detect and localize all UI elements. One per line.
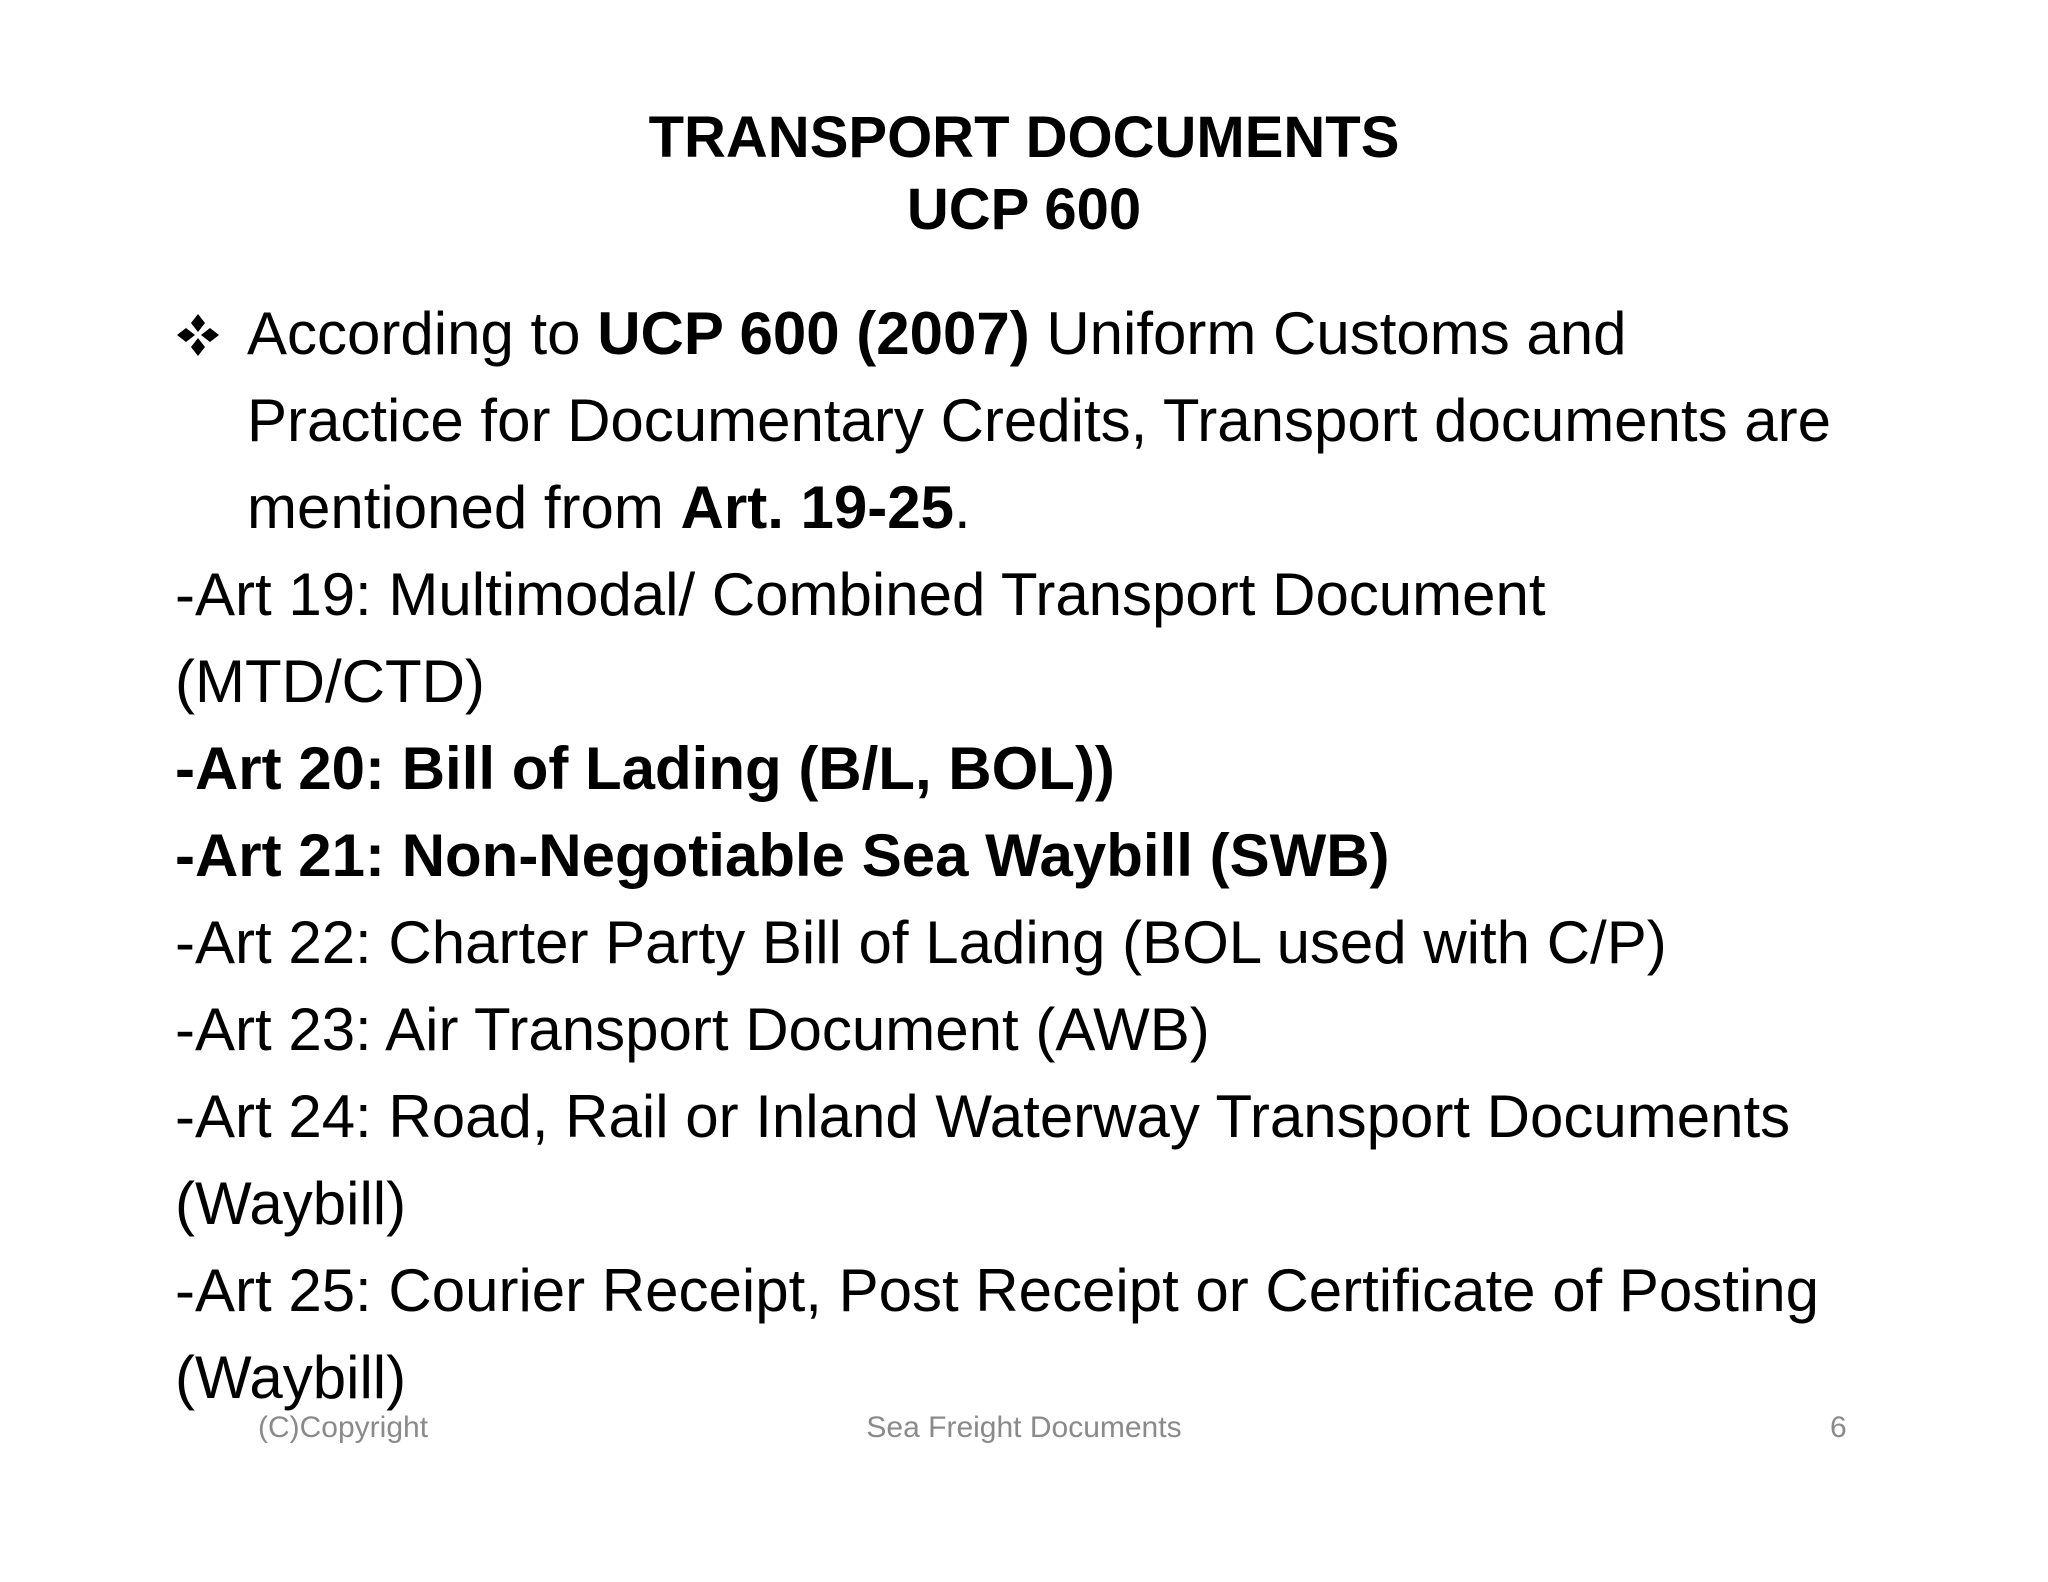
page-number: 6	[1830, 1411, 1847, 1444]
slide-title: TRANSPORT DOCUMENTS	[648, 105, 1400, 170]
bullet-text: .	[954, 474, 971, 541]
four-diamond-icon	[175, 312, 221, 358]
bullet-line-1	[247, 290, 1975, 377]
footer-copyright: (C)Copyright	[258, 1411, 429, 1444]
article-19-line-2: (MTD/CTD)	[175, 648, 485, 715]
slide-body	[175, 290, 1975, 1421]
article-23: -Art 23: Air Transport Document (AWB)	[175, 996, 1210, 1063]
article-25-line-2: (Waybill)	[175, 1344, 407, 1411]
bullet-line-2: Practice for Documentary Credits, Transport documents are	[247, 387, 1831, 454]
bullet-text-bold: UCP 600 (2007)	[597, 300, 1030, 367]
article-22: -Art 22: Charter Party Bill of Lading (BOL used with C/P)	[175, 909, 1667, 976]
article-25-line-1: -Art 25: Courier Receipt, Post Receipt or Certificate of Posting	[175, 1257, 1820, 1324]
article-20: -Art 20: Bill of Lading (B/L, BOL))	[175, 735, 1115, 802]
bullet-line-3	[247, 464, 1975, 551]
article-21: -Art 21: Non-Negotiable Sea Waybill (SWB)	[175, 822, 1390, 889]
slide-subtitle: UCP 600	[906, 177, 1142, 242]
article-19-line-1: -Art 19: Multimodal/ Combined Transport Document	[175, 561, 1546, 628]
article-24-line-2: (Waybill)	[175, 1170, 407, 1237]
footer-title: Sea Freight Documents	[866, 1411, 1182, 1444]
bullet-paragraph	[175, 290, 1975, 551]
article-24-line-1: -Art 24: Road, Rail or Inland Waterway Transport Documents	[175, 1083, 1791, 1150]
bullet-text: Uniform Customs and	[1029, 300, 1627, 367]
bullet-text-bold: Art. 19-25	[680, 474, 955, 541]
bullet-text: According to	[247, 300, 598, 367]
bullet-text: mentioned from	[247, 474, 681, 541]
